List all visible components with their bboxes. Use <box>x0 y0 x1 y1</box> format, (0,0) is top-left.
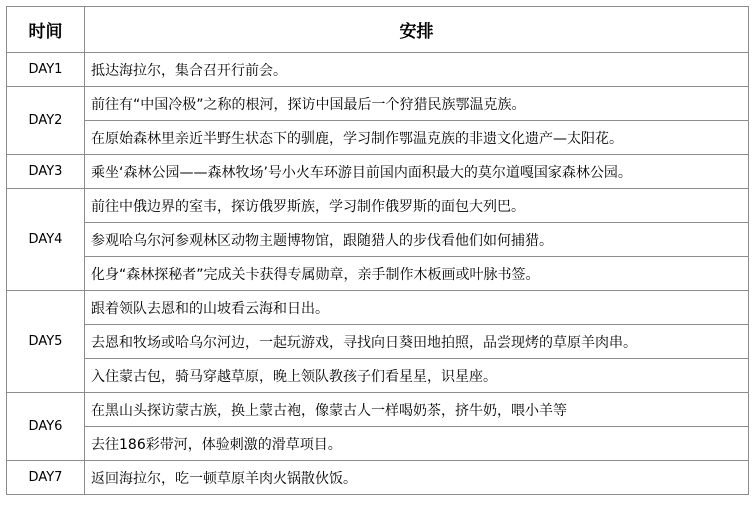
day4-row <box>7 257 749 291</box>
day1-row <box>7 53 749 87</box>
day7-plan-item: 返回海拉尔，吃一顿草原羊肉火锅散伙饭。 <box>85 461 749 495</box>
header-time: 时间 <box>7 7 85 53</box>
day4-plan-item: 参观哈乌尔河参观林区动物主题博物馆，跟随猎人的步伐看他们如何捕猎。 <box>85 223 749 257</box>
day4-label: DAY4 <box>7 189 85 291</box>
day2-plan-item: 在原始森林里亲近半野生状态下的驯鹿，学习制作鄂温克族的非遗文化遗产—太阳花。 <box>85 121 749 155</box>
day4-row <box>7 223 749 257</box>
day6-row <box>7 393 749 427</box>
day5-label: DAY5 <box>7 291 85 393</box>
day7-row <box>7 461 749 495</box>
day4-plan-item: 前往中俄边界的室韦，探访俄罗斯族，学习制作俄罗斯的面包大列巴。 <box>85 189 749 223</box>
day2-row <box>7 87 749 121</box>
day2-row <box>7 121 749 155</box>
day2-label: DAY2 <box>7 87 85 155</box>
day3-label: DAY3 <box>7 155 85 189</box>
day3-row <box>7 155 749 189</box>
day6-plan-item: 去往186彩带河，体验刺激的滑草项目。 <box>85 427 749 461</box>
day5-plan-item: 入住蒙古包，骑马穿越草原，晚上领队教孩子们看星星，识星座。 <box>85 359 749 393</box>
day5-row <box>7 291 749 325</box>
day6-plan-item: 在黑山头探访蒙古族，换上蒙古袍，像蒙古人一样喝奶茶，挤牛奶，喂小羊等 <box>85 393 749 427</box>
day3-plan-item: 乘坐‘森林公园——森林牧场’号小火车环游目前国内面积最大的莫尔道嘎国家森林公园。 <box>85 155 749 189</box>
day6-row <box>7 427 749 461</box>
day5-plan-item: 跟着领队去恩和的山坡看云海和日出。 <box>85 291 749 325</box>
itinerary-table <box>6 6 749 495</box>
day1-label: DAY1 <box>7 53 85 87</box>
day5-row <box>7 359 749 393</box>
day6-label: DAY6 <box>7 393 85 461</box>
day4-row <box>7 189 749 223</box>
day5-plan-item: 去恩和牧场或哈乌尔河边，一起玩游戏，寻找向日葵田地拍照，品尝现烤的草原羊肉串。 <box>85 325 749 359</box>
day2-plan-item: 前往有“中国冷极”之称的根河，探访中国最后一个狩猎民族鄂温克族。 <box>85 87 749 121</box>
day7-label: DAY7 <box>7 461 85 495</box>
day5-row <box>7 325 749 359</box>
day4-plan-item: 化身“森林探秘者”完成关卡获得专属勋章，亲手制作木板画或叶脉书签。 <box>85 257 749 291</box>
day1-plan-item: 抵达海拉尔，集合召开行前会。 <box>85 53 749 87</box>
header-row <box>7 7 749 53</box>
header-plan: 安排 <box>85 7 749 53</box>
